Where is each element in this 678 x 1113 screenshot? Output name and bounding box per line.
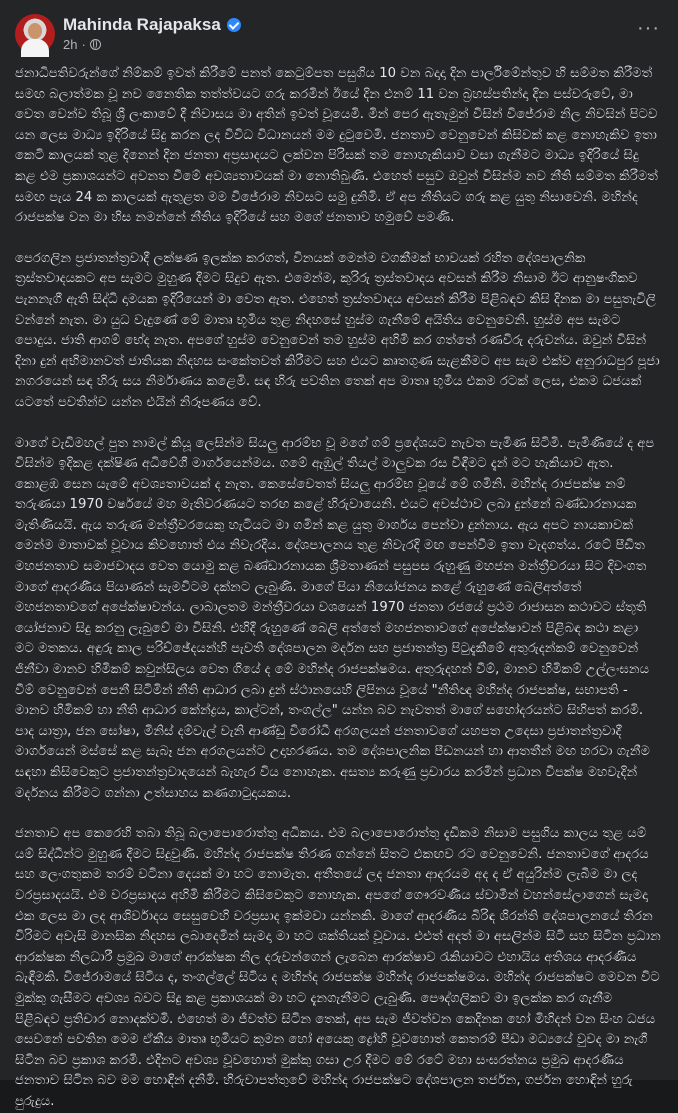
post-meta: [63, 37, 101, 52]
post-body: [15, 64, 661, 1109]
post-header: [0, 0, 678, 62]
post-paragraph-4: ජනතාව අප කෙරෙහි තබා තිබූ බලාපොරොත්තු අධිකය. එම බලාපොරොත්තු දැඩිකම නිසාම පසුගිය කාලය තුළ යම් යම් සිද්ධීන්ට මුහුණ දීමට සිදුවුණි. මහින්ද රාජපක්ෂ තිරණ ගන්නේ සිතට එකඟව රට වෙනුවෙනි. ජනතාවගේ ආදරය සහ ලෙංගතුකම තරම් වටිනා දෙයක් මා හට නොමැත. අතීතයේ ලද ජනතා ආදරයම අද ද ඒ අයුරින්ම ලැබීම මා ලද වරප්‍රසාදයයි. එම වරප්‍රසාදය අහිමි කිරීමට කිසිවෙකුට නොහැක. අපගේ ගෞරවණීය ස්වාමීන් වහන්සේලාගෙන් සැමදා එක ලෙස මා ලද ආශිර්වාදය සෙසුවෙහි වරප්‍රසාද ඉක්මවා යන්නකි. මාගේ ආදරණීය බිරිඳ ශිරන්ති දේශපාලනයේ තිරන විරිමට අවැසි මානසික නිදහස ලබාදෙමින් සැමදා මා හට ශක්තියක් වූවාය. එළුත් අදත් මා අසලින්ම සිටි සහ සිටින ප්‍රධාන ආරක්ෂක නිලධාරී ප්‍රමුඛ මාගේ ආරක්ෂක නිල දරුවන්ගෙන් ලැබෙන ආරක්ෂාව රැකියාවට එහායිය අතිශය ආදරණීය බැඳීමකි. විජේරාමයේ සිටිය ද, තංගල්ලේ සිටිය ද මහින්ද රාජපක්ෂ මහින්ද රාජපක්ෂමය. මහින්ද රාජපක්ෂට මෙවන විට මුක්කු ගැසීමට අවශ්‍ය බවට සිදු කළ ප්‍රකාශයක් මා හට දැනගැනීමට ලැබුණි. පෞද්ගලිකව මා ඉලක්ක කර ගැනීම පිළිබඳව ප්‍රතිචාර නොදක්වමි. එහෙත් මා ජීවත්ව සිටින තෙක්, අප සැම ජීවත්වන කෙදිනක හෝ මිහිදන් වන සිංහ ධජය සෙවනේ පවතින මෙම ඒකීය මාතෘ භූමියට කුමන හෝ අයෙකු ද්‍රෝහී වූවහොත් කෙතරම් පීඩා මධ්‍යයේ වුවද මා නැගී සිටින බව ප්‍රකාශ කරමි. එදිනට අවශ්‍ය වූවහොත් මුක්කු ගසා උර දීමට මේ රටේ මහා සංඝරත්නය ප්‍රමුඛ ආදරණීය ජනතාව සිටින බව මම හොඳින් දනිමි. හිරුවාපත්තුවේ මහින්ද රාජපක්ෂට දේශපාලන තර්ජන, ගර්ජන හොඳින් හුරු පුරුදුය.: [15, 826, 661, 1109]
avatar-face: [28, 23, 42, 39]
post-paragraph-3: මාගේ වැඩිමහල් පුත නාමල් කියූ ලෙසින්ම සියලු ආරම්භ වූ මගේ ගම් ප්‍රදේශයට නැවත පැමිණ සිටිමි. පැමිණියේ ද අප විසින්ම ඉදිකළ දක්ෂිණ අධිවේගී මාර්ගයෙන්මය. ගමේ ඇඹුල් තියල් මාලුවක රස විඳීමට දැන් මට හැකියාව ඇත. කොළඹ සෙන යැමේ අවශ්‍යතාවයක් ද නැත. කෙසේවෙතත් සියලු ආරම්භ වූයේ මේ ගමිනි. මහින්ද රාජපක්ෂ නම් තරුණයා 1970 වර්ෂයේ මහ මැතිවරණයට තරඟ කළේ හිරුවායෙනි. එයට අවස්ථාව ලබා දුන්නේ බණ්ඩාරනායක මැතිණියයි. ඇය තරුණ මන්ත්‍රීවරයෙකු හැටියට මා ගමින් කළ යුතු මාර්ගය පෙන්වා දුන්නාය. ඇය අපට නායකාවක් මෙන්ම මාතාවක් වූවාය කිවහොත් එය නිවැරදිය. දේශපාලනය තුළ නිවැරදි මඟ පෙන්වීම ඉතා වැදගත්ය. රටේ පීඩිත මහජනතාව සමාජවාදය වෙත යොමු කළ බණ්ඩාරනායක ශ්‍රීමතාණන් පසුපස රුහුණු මහජන මන්ත්‍රීවරයා සිට දිවංගත මාගේ ආදරණීය පියාණන් සැමවිටම දක්නට ලැබුණි. මාගේ පියා නියෝජනය කළේ රුහුණේ බෙලිඅත්තේ මහජනතාවගේ අපේක්ෂාවන්ය. ලාබාලතම මන්ත්‍රීවරයා වශයෙන් 1970 ජනතා රජයේ ප්‍රථම රාජාසන කථාවට ස්තූති යෝජනාව සිදු කරනු ලැබුවේ මා විසිනි. එහිදී රුහුණේ බෙලි අත්තේ මහජනතාවගේ අපේක්ෂාවන් පිළිබඳ කථා කළා මට මතකය. අඳුරු කාල පරිච්ඡේදයන්හි පැවති දේශපාලන මර්දන සහ ප්‍රජාතන්ත්‍ර පිටුදැකීමේ අතුරුදන්කම් වෙනුවෙන් ජිනීවා මානව හිමිකම් කවුන්සිලය වෙත ගියේ ද මේ මහින්ද රාජපක්ෂමය. අතුරුදහන් වීම්, මානව හිමිකම් උල්ලංඝනය වීම් වෙනුවෙන් පෙනී සිටිමින් නීති ආධාර ලබා දුන් ස්ථානයෙහි ලිපිනය වූයේ "නීතිඥ මහින්ද රාජපක්ෂ, සභාපති - මානව හිමිකම් හා නීති ආධාර කේන්ද්‍රය, කාල්ටන්, තංගල්ල" යන්න බව නැවතත් මාගේ සහෝදරයන්ට සිහිපත් කරමි. පාද යාත්‍රා, ජන ඝෝෂා, මිනිස් දම්වැල් වැනි ආණ්ඩු විරෝධී අරගලයන් ජනතාවගේ යහපත උදෙසා ප්‍රජාතන්ත්‍රවාදී මාර්ගයෙන් මස්සේ කළ සැබෑ ජන අරගලයන්ට උදාහරණය. තම දේශපාලනික පීඩනයන් හා ආතතීන් මඟ හරවා ගැනීම සඳහා කිසිවෙකුට ප්‍රජාතන්ත්‍රවාදයෙන් බැහැර විය නොහැක. අසත්‍ය කරුණු ප්‍රචාරය කරමින් ප්‍රධාන විපක්ෂ මහවැදින් මර්දනය කිරීමට ගන්නා උත්සාහය කණගාටුදායකය.: [15, 435, 655, 801]
author-name[interactable]: Mahinda Rajapaksa: [63, 15, 221, 34]
more-options-icon[interactable]: ···: [637, 17, 660, 39]
post-paragraph-2: පෙරගලින ප්‍රජාතන්ත්‍රවාදී ලක්ෂණ ඉලක්ක කරගත්, විනයක් මෙන්ම වගකීමක් භාවයක් රහිත දේශපාලනික ත්‍රස්තවාදයකට අප සැමට මුහුණ දීමට සිදුව ඇත. එමෙන්ම, කුරිරු ත්‍රස්තවාදය අවසන් කිරීම නිසාම ඊට ආනුෂංගිකව පැනනැගී ඇති සිද්ධි දාමයක ඉදිරියෙන් මා වෙත ඇත. එහෙත් ත්‍රස්තවාදය අවසන් කිරීම පිළිබඳව කිසි දිනක මා පසුතැවිලි වන්නේ නැත. මා යුධ වැදුණේ මේ මාතෘ භූමිය තුළ නිදහසේ හුස්ම ගැනීමේ අයිතිය වෙනුවෙනි. හුස්ම අප සැමට පොදුය. ජාති ආගම් භේද නැත. අපගේ හුස්ම වෙනුවෙන් තම හුස්ම අහිමි කර ගත්තේ රණවිරු දරුවන්ය. ඔවුන් විසින් දිනා දුන් අභිමානවත් ජාතියක නිදහස සංකේතවත් කිරීමට සහ එයට කෘතගුණ සැළකීමට අප සැම එක්ව අනුරාධපුර පූජා නගරයෙන් සඳ හිරු සය නිර්මාණය කළෙමි. සඳ හිරු පවතින තෙක් අප මාතෘ භූමිය එකම රටක් ලෙස, එකම ධජයක් යටතේ පවතින්ව යන්න එයින් නිරූපණය වේ.: [15, 250, 660, 410]
verified-badge-icon: [227, 18, 241, 32]
post-paragraph-1: ජනාධිපතිවරුන්ගේ නිම්කම් ඉවත් කිරීමේ පනත් කෙටුම්පත පසුගිය 10 වන බදාදා දින පාර්ලිමේන්තුව හි සම්මත කිරීමත් සමඟ බලාත්මක වූ නව නෛතික තත්ත්වයට ගරු කරමින් ඊයේ දින එනම් 11 වන බ්‍රහස්පතින්දා දින පස්වරුවේ, මා වෙත වෙන්ව තිබූ ශ්‍රී ලංකාවේ දී නිවාසය මා අතින් ඉවත් වූයෙමි. මින් පෙර ඇතැමුන් විසින් විජේරාම නිල නිවසින් පිටව යන ලෙස මාධ්‍ය ඉදිරියේ සිදු කරන ලද විවිධ විධානයන් මම දුටුවෙමි. ජනතාව වෙනුවෙන් කිසිවක් කළ නොහැකිව ඉතා කෙටි කාලයක් තුළ දිනෙන් දින ජනතා අප්‍රසාදයට ලක්වන පිරිසක් තම නොහැකියාව වසා ගැනීමට මාධ්‍ය ඉදිරියේ සිදු කළ එම ප්‍රකාශයන්ට අවනත වීමේ අවශ්‍යතාවයක් මා නොතිබුණි. එහෙත් පසුව ඔවුන් විසින්ම නව නීති සම්මත කිරීමත් සමඟ පැය 24 ක කාලයක් ඇතුළත මම විජේරාම නිවසට සමු දුනිමි. ඒ අප නීතියට ගරු කළ යුතු නිසාවෙනි. මහින්ද රාජපක්ෂ වන මා හිස නමන්නේ නීතිය ඉදිරියේ සහ මගේ ජනතාව හමුවේ පමණි.: [15, 66, 659, 226]
post-timestamp[interactable]: 2h: [63, 37, 78, 52]
avatar-shirt: [21, 39, 49, 57]
meta-separator: ·: [81, 37, 86, 52]
author-avatar[interactable]: [15, 14, 55, 54]
author-name-row: [63, 14, 241, 36]
globe-icon[interactable]: [90, 39, 101, 50]
